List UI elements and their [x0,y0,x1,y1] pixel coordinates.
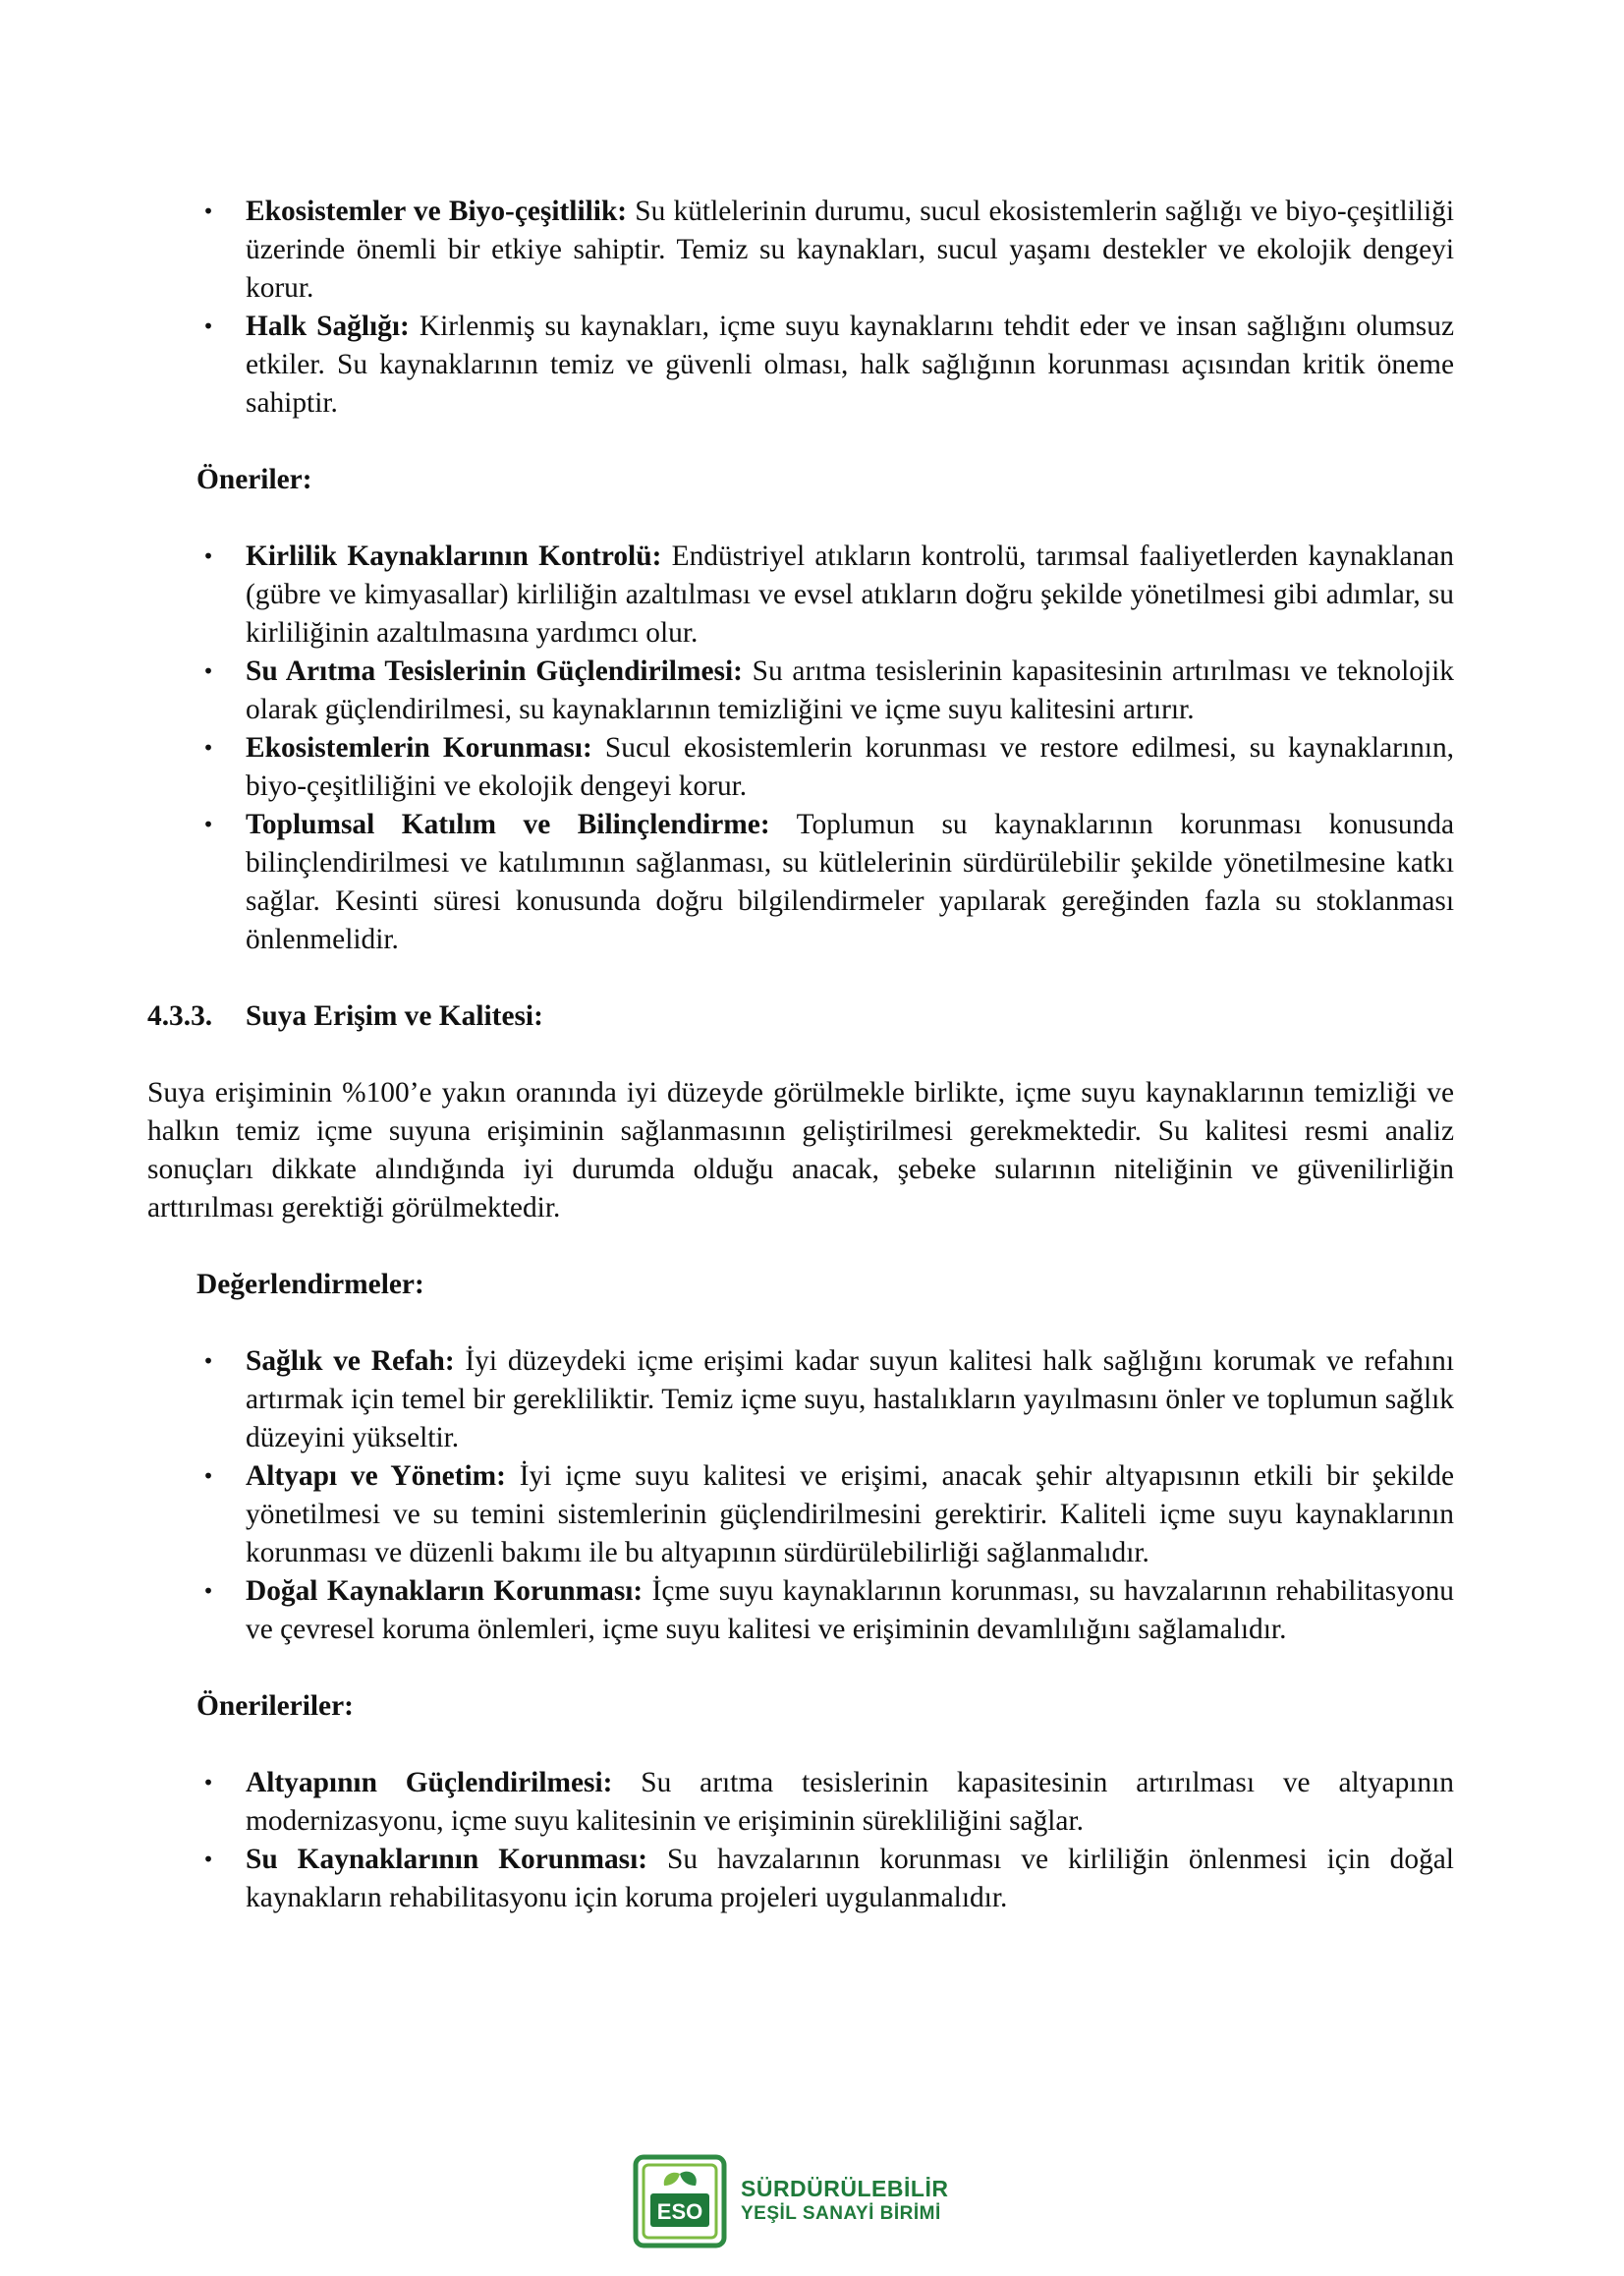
item-term: Sağlık ve Refah: [246,1345,455,1377]
logo-text [741,2176,948,2227]
item-term: Doğal Kaynakların Korunması: [246,1575,644,1607]
item-term: Toplumsal Katılım ve Bilinçlendirme: [246,809,770,840]
item-text: Su arıtma tesislerinin kapasitesinin artırılması ve teknolojik olarak güçlendirilmesi, su kaynaklarının temizliğini ve içme suyu kalitesini artırır. [246,655,1454,725]
onerileriler-list [196,1764,1454,1917]
item-term: Su Kaynaklarının Korunması: [246,1844,648,1875]
bullet-icon: • [202,813,214,836]
document-page [147,193,1455,1917]
item-text: Su havzalarının korunması ve kirliliğin önlenmesi için doğal kaynakların rehabilitasyonu için koruma projeleri uygulanmalıdır. [246,1844,1454,1913]
list-item [196,193,1454,308]
onerileriler-heading: Önerileriler: [196,1690,354,1722]
item-text: İyi düzeydeki içme erişimi kadar suyun kalitesi halk sağlığını korumak ve refahını artırmak için temel bir gerekliliktir. Temiz içme suyu, hastalıkların yayılmasını önler ve toplumun sağlık düzeyini yükseltir. [246,1345,1454,1453]
list-item [196,1572,1454,1649]
item-term: Ekosistemlerin Korunması: [246,732,592,764]
logo-line-2: YEŞİL SANAYİ BİRİMİ [741,2203,941,2224]
section-heading [147,997,1454,1036]
intro-list [196,193,1454,423]
bullet-icon: • [202,314,214,338]
oneriler-list [196,538,1454,959]
item-term: Kirlilik Kaynaklarının Kontrolü: [246,541,662,572]
item-text: Su arıtma tesislerinin kapasitesinin artırılması ve altyapının modernizasyonu, içme suyu kalitesinin ve erişiminin sürekliliğini sağlar. [246,1767,1454,1837]
eso-logo-icon [633,2154,727,2248]
bullet-icon: • [202,544,214,568]
item-text: İçme suyu kaynaklarının korunması, su havzalarının rehabilitasyonu ve çevresel koruma önlemleri, içme suyu kalitesi ve erişiminin devamlılığını sağlamalıdır. [246,1575,1454,1645]
list-item [196,806,1454,959]
bullet-icon: • [202,1464,214,1488]
list-item [196,308,1454,423]
list-item [196,1841,1454,1917]
item-text: Endüstriyel atıkların kontrolü, tarımsal faaliyetlerden kaynaklanan (gübre ve kimyasallar) kirliliğin azaltılması ve evsel atıkların doğru şekilde yönetilmesi gibi adımlar, su kirliliğinin azaltılmasına yardımcı olur. [246,541,1454,649]
degerlendirmeler-list [196,1342,1454,1649]
item-text: Sucul ekosistemlerin korunması ve restore edilmesi, su kaynaklarının, biyo-çeşitliliğini ve ekolojik dengeyi korur. [246,732,1454,802]
item-text: Su kütlelerinin durumu, sucul ekosistemlerin sağlığı ve biyo-çeşitliliği üzerinde önemli bir etkiye sahiptir. Temiz su kaynakları, sucul yaşamı destekler ve ekolojik dengeyi korur. [246,196,1454,304]
bullet-icon: • [202,1349,214,1373]
list-item [196,729,1454,806]
list-item [196,653,1454,729]
section-number: 4.3.3. [147,1000,213,1032]
bullet-icon: • [202,1771,214,1794]
section-title: Suya Erişim ve Kalitesi: [246,1000,543,1032]
item-term: Ekosistemler ve Biyo-çeşitlilik: [246,196,628,227]
list-item [196,1764,1454,1841]
bullet-icon: • [202,199,214,223]
logo-line-1: SÜRDÜRÜLEBİLİR [741,2176,949,2201]
item-term: Halk Sağlığı: [246,311,410,342]
item-text: Toplumun su kaynaklarının korunması konusunda bilinçlendirilmesi ve katılımının sağlanması, su kütlelerinin sürdürülebilir şekilde yönetilmesine katkı sağlar. Kesinti süresi konusunda doğru bilgilendirmeler yapılarak gereğinden fazla su stoklanması önlenmelidir. [246,809,1455,955]
logo-letters: ESO [656,2199,703,2224]
oneriler-heading: Öneriler: [196,464,312,495]
bullet-icon: • [202,1848,214,1871]
footer-logo [633,2152,967,2250]
item-term: Altyapı ve Yönetim: [246,1460,506,1492]
bullet-icon: • [202,1579,214,1603]
item-text: Kirlenmiş su kaynakları, içme suyu kaynaklarını tehdit eder ve insan sağlığını olumsuz etkiler. Su kaynaklarının temiz ve güvenli olması, halk sağlığının korunması açısından kritik öneme sahiptir. [246,311,1454,419]
item-term: Altyapının Güçlendirilmesi: [246,1767,613,1798]
list-item [196,538,1454,653]
item-term: Su Arıtma Tesislerinin Güçlendirilmesi: [246,655,743,687]
degerlendirmeler-heading: Değerlendirmeler: [196,1269,424,1300]
section-paragraph: Suya erişiminin %100’e yakın oranında iyi düzeyde görülmekle birlikte, içme suyu kaynaklarının temizliği ve halkın temiz içme suyuna erişiminin sağlanmasının geliştirilmesi gerekmektedir. Su kalitesi resmi analiz sonuçları dikkate alındığında iyi durumda olduğu anacak, şebeke sularının niteliğinin ve güvenilirliğin arttırılması gerektiği görülmektedir. [147,1077,1454,1223]
bullet-icon: • [202,659,214,683]
list-item [196,1457,1454,1572]
item-text: İyi içme suyu kalitesi ve erişimi, anacak şehir altyapısının etkili bir şekilde yönetilmesi ve su temini sistemlerinin güçlendirilmesini gerektirir. Kaliteli içme suyu kaynaklarının korunması ve düzenli bakımı ile bu altyapının sürdürülebilirliği sağlanmalıdır. [246,1460,1454,1568]
list-item [196,1342,1454,1457]
bullet-icon: • [202,736,214,760]
